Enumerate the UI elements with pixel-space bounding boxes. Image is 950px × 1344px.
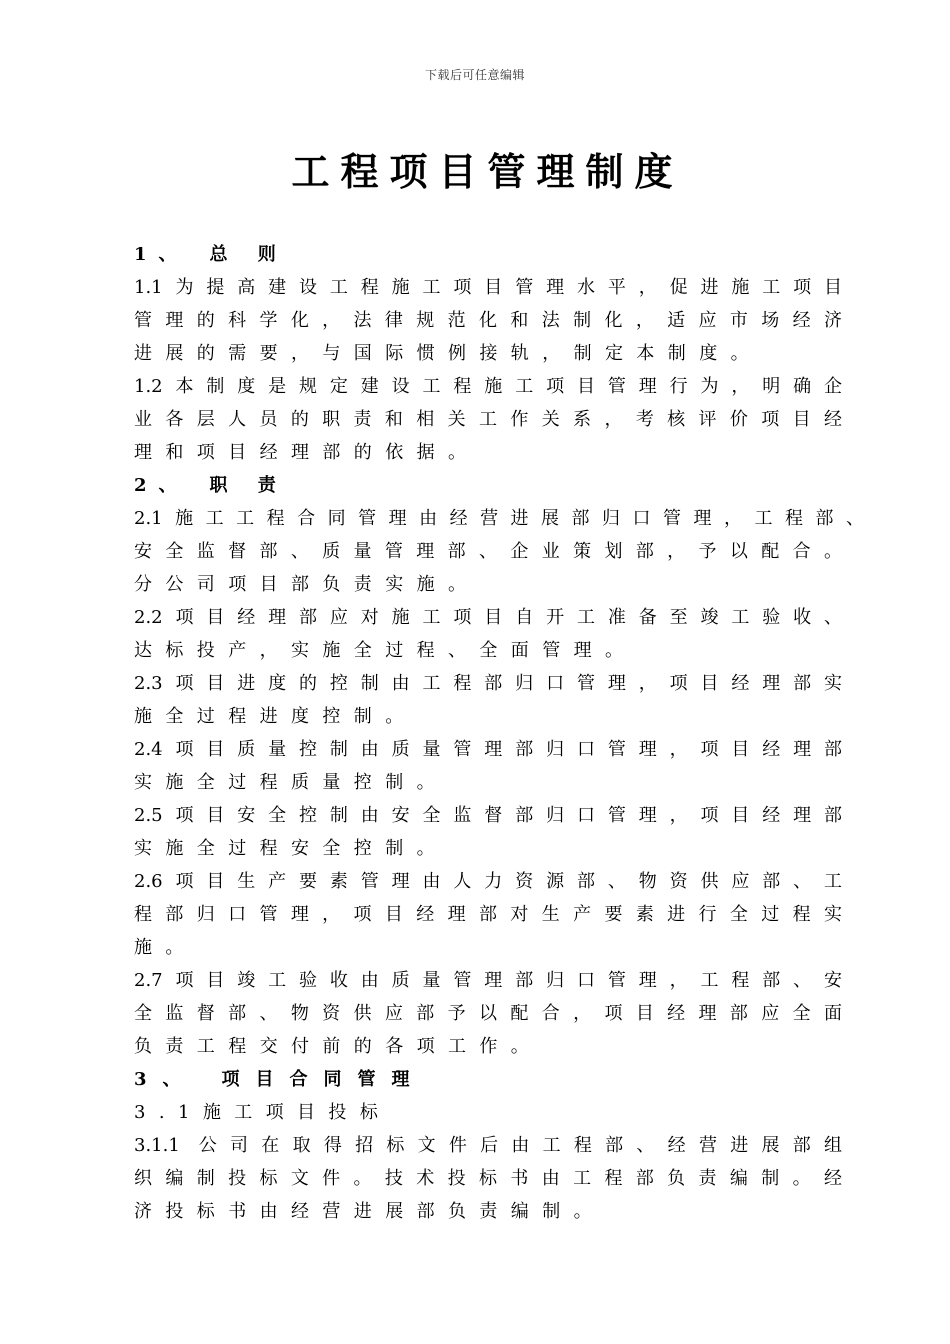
paragraph-line: 2.5项目安全控制由安全监督部归口管理，项目经理部 [134, 805, 842, 826]
section-heading-1: 1、 总 则 [134, 244, 288, 265]
paragraph-line: 施全过程进度控制。 [134, 706, 417, 727]
section-heading-2: 2、 职 责 [134, 475, 288, 496]
paragraph-line: 负责工程交付前的各项工作。 [134, 1036, 543, 1057]
paragraph-line: 3.1.1 公司在取得招标文件后由工程部、经营进展部组 [134, 1135, 842, 1156]
paragraph-line: 施。 [134, 937, 197, 958]
paragraph-line: 2.3项目进度的控制由工程部归口管理，项目经理部实 [134, 673, 842, 694]
paragraph-line: 1.2本制度是规定建设工程施工项目管理行为，明确企 [134, 376, 842, 397]
paragraph-line: 实施全过程安全控制。 [134, 838, 448, 859]
paragraph-line: 2.1施工工程合同管理由经营进展部归口管理，工程部、 [134, 508, 864, 529]
subsection-heading: 3.1施工项目投标 [134, 1102, 392, 1123]
page-header: 下载后可任意编辑 [424, 68, 525, 82]
paragraph-line: 实施全过程质量控制。 [134, 772, 448, 793]
paragraph-line: 2.7项目竣工验收由质量管理部归口管理，工程部、安 [134, 970, 842, 991]
paragraph-line: 2.2项目经理部应对施工项目自开工准备至竣工验收、 [134, 607, 842, 628]
paragraph-line: 业各层人员的职责和相关工作关系，考核评价项目经 [134, 409, 842, 430]
document-body [134, 238, 864, 1228]
paragraph-line: 进展的需要，与国际惯例接轨，制定本制度。 [134, 343, 762, 364]
paragraph-line: 管理的科学化，法律规范化和法制化，适应市场经济 [134, 310, 842, 331]
paragraph-line: 分公司项目部负责实施。 [134, 574, 480, 595]
paragraph-line: 安全监督部、质量管理部、企业策划部，予以配合。 [134, 541, 842, 562]
paragraph-line: 1.1为提高建设工程施工项目管理水平，促进施工项目 [134, 277, 842, 298]
paragraph-line: 达标投产，实施全过程、全面管理。 [134, 640, 637, 661]
document-title: 工程项目管理制度 [291, 150, 684, 194]
section-heading-3: 3、 项目合同管理 [134, 1069, 426, 1090]
paragraph-line: 理和项目经理部的依据。 [134, 442, 480, 463]
paragraph-line: 程部归口管理，项目经理部对生产要素进行全过程实 [134, 904, 842, 925]
paragraph-line: 全监督部、物资供应部予以配合，项目经理部应全面 [134, 1003, 842, 1024]
paragraph-line: 织编制投标文件。技术投标书由工程部负责编制。经 [134, 1168, 842, 1189]
paragraph-line: 济投标书由经营进展部负责编制。 [134, 1201, 605, 1222]
paragraph-line: 2.6项目生产要素管理由人力资源部、物资供应部、工 [134, 871, 842, 892]
paragraph-line: 2.4项目质量控制由质量管理部归口管理，项目经理部 [134, 739, 842, 760]
